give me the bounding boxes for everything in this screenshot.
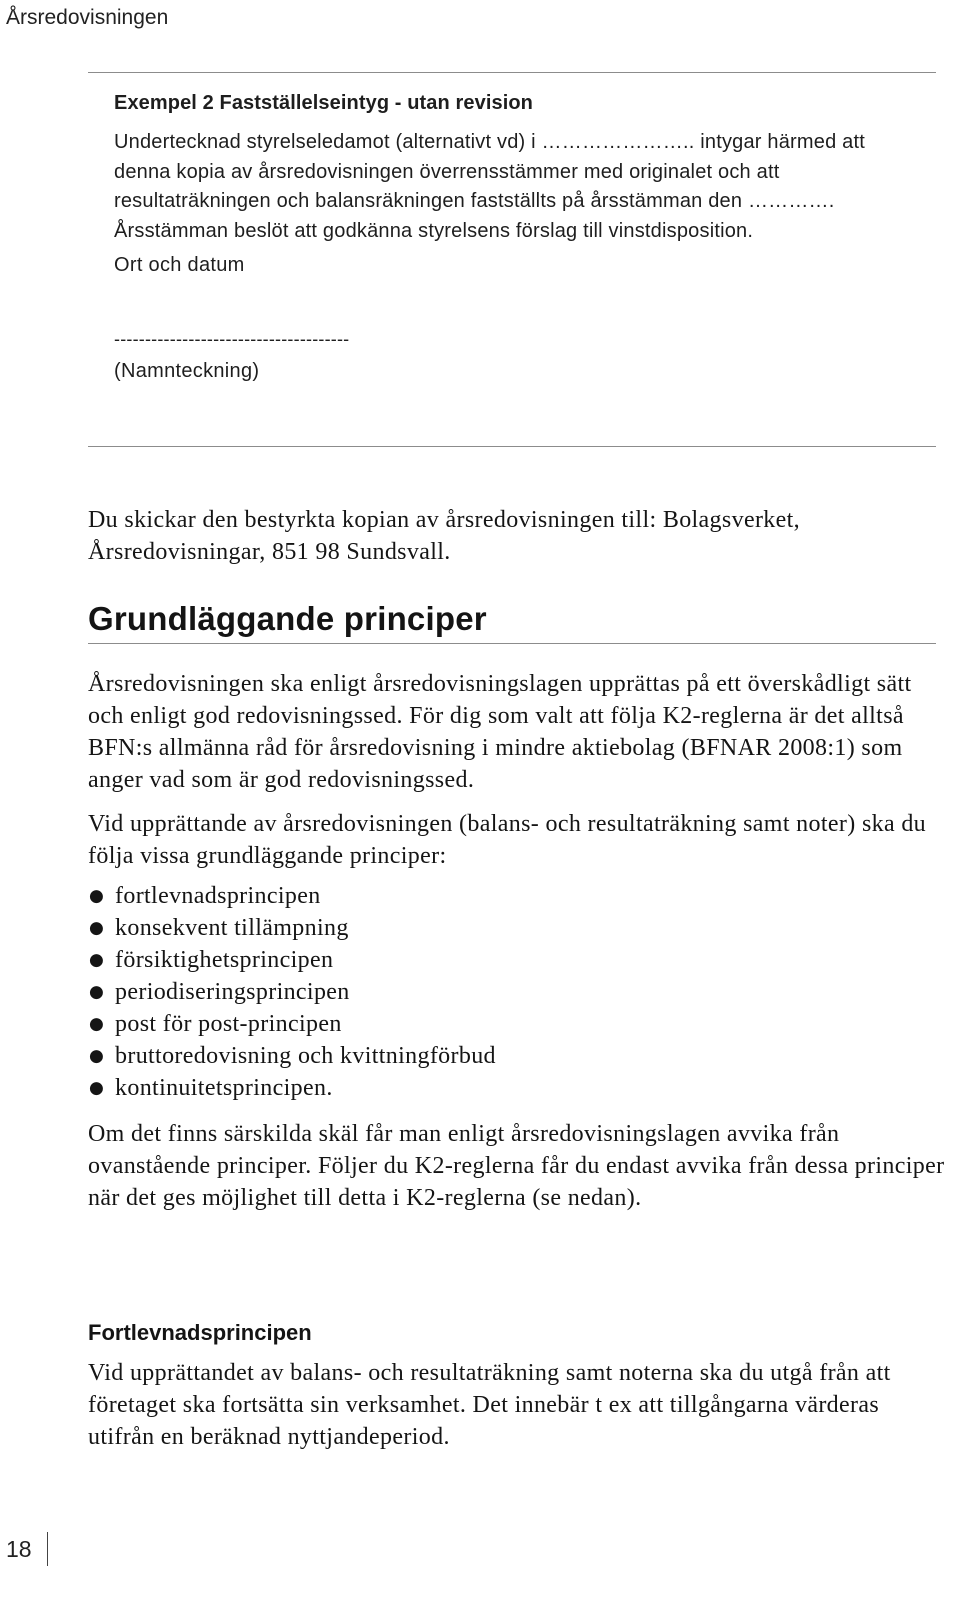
example-box: [114, 92, 914, 383]
send-instruction: Du skickar den bestyrkta kopian av årsredovisningen till: Bolagsverket, Årsredovisningar, 851 98 Sundsvall.: [88, 507, 801, 565]
principles-list: [88, 880, 948, 1104]
section-heading-underline: [88, 643, 936, 644]
list-item: [88, 880, 948, 912]
bullet-icon: ●: [89, 1014, 105, 1034]
example-body: Undertecknad styrelseledamot (alternativt vd) i ………………….. intygar härmed att denna kopia av årsredovisningen överrensstämmer med originalet och att resultaträkningen och balansräkningen fastställts på årsstämman den …………. Årsstämman beslöt att godkänna styrelsens förslag till vinstdisposition.: [114, 131, 866, 242]
list-item: [88, 1040, 948, 1072]
example-title: Exempel 2 Fastställelseintyg - utan revision: [114, 92, 533, 114]
bullet-icon: ●: [89, 918, 105, 938]
top-divider: [88, 72, 936, 73]
bullet-icon: ●: [89, 1078, 105, 1098]
bullet-icon: ●: [89, 886, 105, 906]
section-content: [88, 668, 948, 1226]
list-item: [88, 944, 948, 976]
list-item: [88, 912, 948, 944]
list-item-text: konsekvent tillämpning: [115, 915, 349, 941]
page-number-divider: [47, 1532, 48, 1566]
signature-line: --------------------------------------: [114, 329, 350, 350]
list-item: [88, 976, 948, 1008]
place-and-date-label: Ort och datum: [114, 254, 245, 277]
example-bottom-divider: [88, 446, 936, 447]
bullet-icon: ●: [89, 1046, 105, 1066]
list-item-text: post för post-principen: [115, 1011, 342, 1037]
list-item-text: kontinuitetsprincipen.: [115, 1075, 333, 1101]
list-item-text: bruttoredovisning och kvittningförbud: [115, 1043, 496, 1069]
section-heading: Grundläggande principer: [88, 600, 487, 637]
running-header: Årsredovisningen: [6, 6, 169, 29]
list-item-text: försiktighetsprincipen: [115, 947, 334, 973]
list-item: [88, 1008, 948, 1040]
subsection-body: Vid upprättandet av balans- och resultaträkning samt noterna ska du utgå från att företaget ska fortsätta sin verksamhet. Det innebär t ex att tillgångarna värderas utifrån en beräknad nyttjandeperiod.: [88, 1360, 891, 1450]
list-item-text: fortlevnadsprincipen: [115, 883, 321, 909]
bullet-icon: ●: [89, 950, 105, 970]
list-item: [88, 1072, 948, 1104]
paragraph-1: Årsredovisningen ska enligt årsredovisningslagen upprättas på ett överskådligt sätt och enligt god redovisningssed. För dig som valt att följa K2-reglerna är det alltså BFN:s allmänna råd för årsredovisning i mindre aktiebolag (BFNAR 2008:1) som anger vad som är god redovisningssed.: [88, 671, 912, 793]
subsection-heading: Fortlevnadsprincipen: [88, 1320, 312, 1345]
signature-label: (Namnteckning): [114, 360, 260, 383]
paragraph-3: Om det finns särskilda skäl får man enligt årsredovisningslagen avvika från ovanstående principer. Följer du K2-reglerna får du endast avvika från dessa principer när det ges möjlighet till detta i K2-reglerna (se nedan).: [88, 1121, 945, 1211]
page-number: 18: [6, 1536, 32, 1562]
list-item-text: periodiseringsprincipen: [115, 979, 350, 1005]
bullet-icon: ●: [89, 982, 105, 1002]
subsection-content: [88, 1357, 948, 1453]
paragraph-2: Vid upprättande av årsredovisningen (balans- och resultaträkning samt noter) ska du följa vissa grundläggande principer:: [88, 811, 927, 869]
